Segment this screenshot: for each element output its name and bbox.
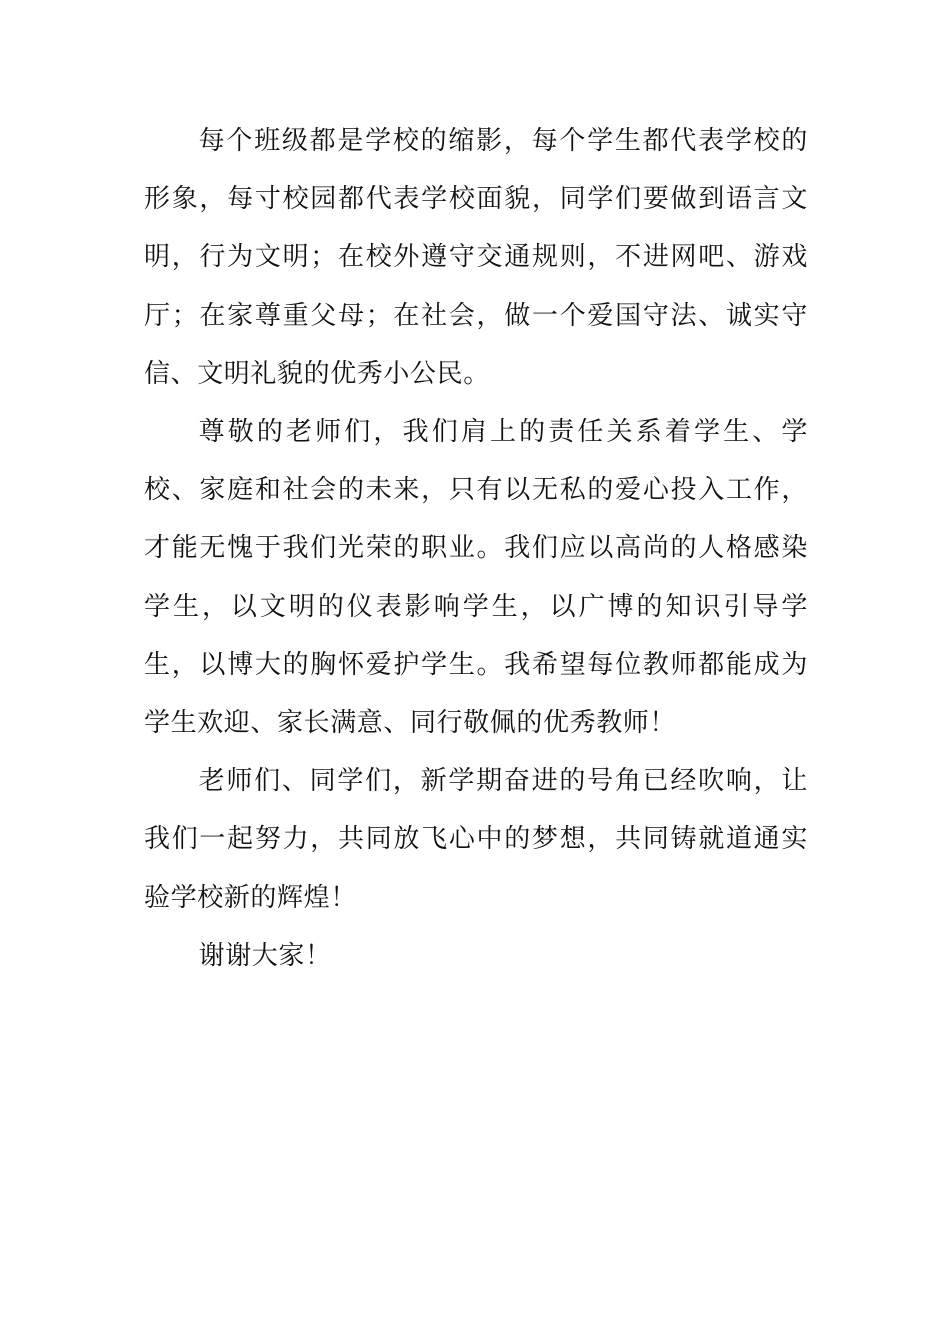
paragraph-teachers: 尊敬的老师们，我们肩上的责任关系着学生、学校、家庭和社会的未来，只有以无私的爱心投入工作，才能无愧于我们光荣的职业。我们应以高尚的人格感染学生，以文明的仪表影响学生，以广博的知识引导学生，以博大的胸怀爱护学生。我希望每位教师都能成为学生欢迎、家长满意、同行敬佩的优秀教师！: [144, 417, 808, 739]
paragraph-new-semester: 老师们、同学们，新学期奋进的号角已经吹响，让我们一起努力，共同放飞心中的梦想，共同铸就道通实验学校新的辉煌！: [144, 766, 808, 913]
paragraph-thanks: 谢谢大家！: [198, 940, 332, 971]
paragraph-school-image: 每个班级都是学校的缩影，每个学生都代表学校的形象，每寸校园都代表学校面貌，同学们要做到语言文明，行为文明；在校外遵守交通规则，不进网吧、游戏厅；在家尊重父母；在社会，做一个爱国守法、诚实守信、文明礼貌的优秀小公民。: [144, 126, 808, 389]
document-body: [144, 112, 808, 985]
